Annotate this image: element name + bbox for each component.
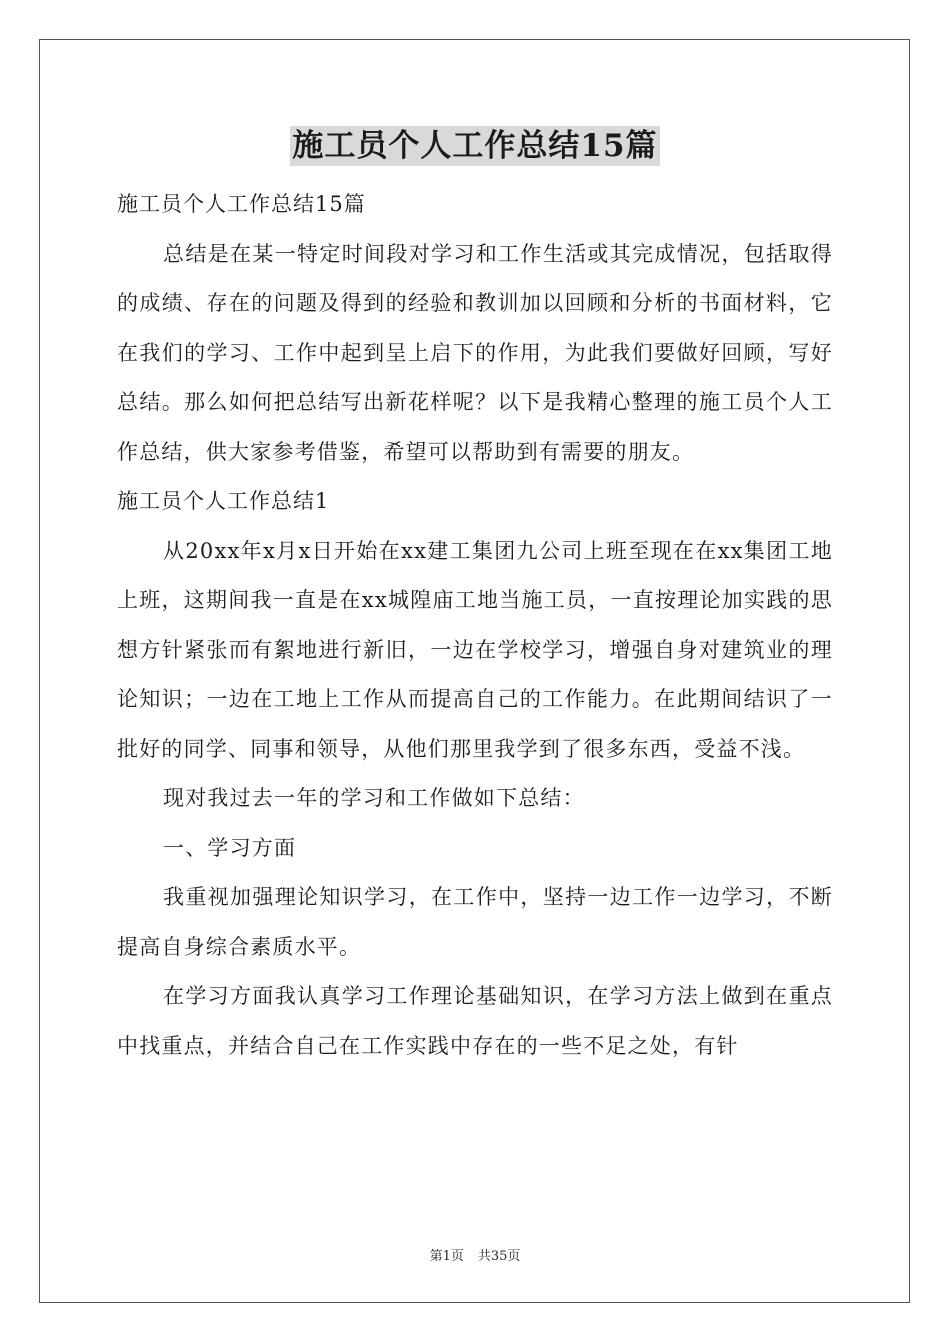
subtitle-paragraph: 施工员个人工作总结15篇 [117,192,366,216]
body-paragraph: 我重视加强理论知识学习，在工作中，坚持一边工作一边学习，不断提高自身综合素质水平。 [117,885,833,959]
title-container [0,126,950,166]
document-title: 施工员个人工作总结15篇 [292,128,658,164]
subsection-heading: 一、学习方面 [163,835,297,860]
page-total: 共35页 [477,1249,521,1264]
page-number: 第1页 [429,1249,464,1264]
body-paragraph: 在学习方面我认真学习工作理论基础知识，在学习方法上做到在重点中找重点，并结合自己在工作实践中存在的一些不足之处，有针 [117,984,833,1058]
intro-paragraph: 总结是在某一特定时间段对学习和工作生活或其完成情况，包括取得的成绩、存在的问题及得到的经验和教训加以回顾和分析的书面材料，它在我们的学习、工作中起到呈上启下的作用，为此我们要做好回顾，写好总结。那么如何把总结写出新花样呢？以下是我精心整理的施工员个人工作总结，供大家参考借鉴，希望可以帮助到有需要的朋友。 [117,241,833,464]
body-paragraph: 从20xx年x月x日开始在xx建工集团九公司上班至现在在xx集团工地上班，这期间我一直是在xx城隍庙工地当施工员，一直按理论加实践的思想方针紧张而有絮地进行新旧，一边在学校学习，增强自身对建筑业的理论知识；一边在工地上工作从而提高自己的工作能力。在此期间结识了一批好的同学、同事和领导，从他们那里我学到了很多东西，受益不浅。 [117,538,833,761]
section-heading-1: 施工员个人工作总结1 [117,489,330,513]
document-body [117,180,833,1071]
page-footer [0,1245,950,1264]
body-paragraph: 现对我过去一年的学习和工作做如下总结： [163,786,585,810]
